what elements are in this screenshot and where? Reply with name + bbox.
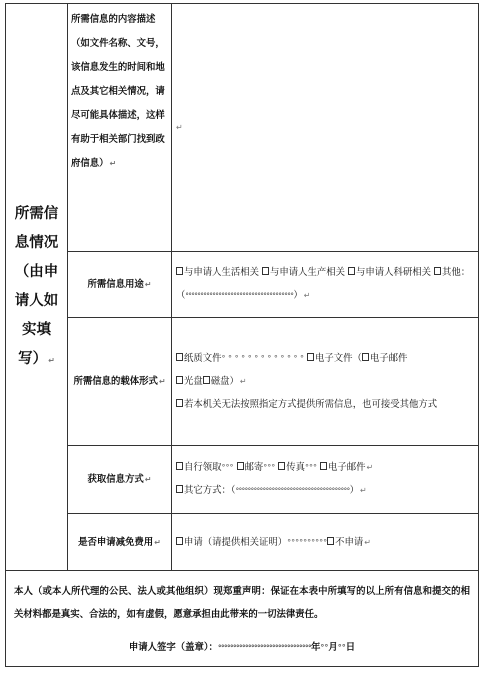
fee-value-cell bbox=[172, 514, 479, 571]
purpose-option-life[interactable]: 与申请人生活相关 bbox=[184, 267, 260, 278]
checkbox[interactable] bbox=[327, 537, 334, 545]
month-fill[interactable]: °° bbox=[320, 643, 329, 652]
checkbox[interactable] bbox=[362, 353, 369, 361]
paragraph-mark: ↵ bbox=[154, 537, 161, 547]
delivery-other-close: ） bbox=[349, 485, 359, 496]
paragraph-mark: ↵ bbox=[303, 291, 311, 300]
checkbox[interactable] bbox=[237, 462, 244, 470]
delivery-other-fill[interactable]: °°°°°°°°°°°°°°°°°°°°°°°°°°°°°°°°°°°°°° bbox=[235, 487, 350, 495]
purpose-option-other[interactable]: 其他：（ bbox=[176, 267, 471, 301]
checkbox[interactable] bbox=[176, 537, 183, 545]
declaration-cell bbox=[6, 571, 479, 667]
purpose-value-cell bbox=[172, 252, 479, 318]
delivery-row bbox=[6, 446, 479, 514]
purpose-option-production[interactable]: 与申请人生产相关 bbox=[270, 267, 346, 278]
checkbox[interactable] bbox=[176, 376, 183, 384]
fee-option-no-apply[interactable]: 不申请 bbox=[335, 536, 364, 548]
carrier-option-paper[interactable]: 纸质文件 bbox=[184, 353, 222, 364]
day-fill[interactable]: °° bbox=[337, 643, 346, 652]
checkbox[interactable] bbox=[434, 267, 441, 275]
checkbox[interactable] bbox=[176, 462, 183, 470]
signature-label: 申请人签字（盖章）： bbox=[128, 642, 218, 653]
paragraph-mark: ↵ bbox=[176, 123, 183, 132]
month-label: 月 bbox=[328, 642, 338, 653]
delivery-label: 获取信息方式 bbox=[87, 474, 144, 485]
delivery-value-cell bbox=[172, 446, 479, 514]
checkbox[interactable] bbox=[203, 376, 210, 384]
delivery-option-mail[interactable]: 邮寄 bbox=[244, 462, 264, 473]
fee-option-apply[interactable]: 申请（请提供相关证明） bbox=[184, 536, 288, 548]
paragraph-mark: ↵ bbox=[359, 486, 367, 495]
description-row bbox=[6, 4, 479, 252]
purpose-option-research[interactable]: 与申请人科研相关 bbox=[356, 267, 432, 278]
paragraph-mark: ↵ bbox=[144, 280, 152, 289]
carrier-row bbox=[6, 318, 479, 446]
carrier-option-email[interactable]: 电子邮件 bbox=[369, 353, 408, 364]
paragraph-mark: ↵ bbox=[144, 475, 152, 484]
delivery-fill: °°° bbox=[263, 463, 276, 472]
delivery-label-cell bbox=[68, 446, 172, 514]
description-label-cell bbox=[68, 4, 172, 252]
purpose-label: 所需信息用途 bbox=[87, 279, 144, 290]
paragraph-mark: ↵ bbox=[109, 159, 117, 168]
purpose-row bbox=[6, 252, 479, 318]
purpose-other-fill[interactable]: °°°°°°°°°°°°°°°°°°°°°°°°°°°°°°°°°°°° bbox=[185, 292, 294, 300]
signature-line bbox=[14, 639, 470, 657]
section-label-cell bbox=[6, 4, 68, 571]
checkbox[interactable] bbox=[348, 267, 355, 275]
checkbox[interactable] bbox=[278, 462, 285, 470]
carrier-value-cell bbox=[172, 318, 479, 446]
delivery-option-pickup[interactable]: 自行领取 bbox=[184, 462, 222, 473]
checkbox[interactable] bbox=[320, 462, 327, 470]
description-label: 所需信息的内容描述（如文件名称、文号，该信息发生的时间和地点及其它相关情况，请尽可能具体描述，这样有助于相关部门找到政府信息） bbox=[71, 14, 165, 169]
carrier-label: 所需信息的载体形式 bbox=[73, 376, 158, 387]
delivery-fill: °°° bbox=[221, 463, 234, 472]
fee-row bbox=[6, 514, 479, 571]
section-label: 所需信息情况（由申请人如实填写） bbox=[14, 205, 59, 367]
fee-label: 是否申请减免费用 bbox=[78, 536, 154, 548]
day-label: 日 bbox=[345, 642, 356, 653]
purpose-other-close: ） bbox=[293, 290, 303, 301]
paragraph-mark: ↵ bbox=[48, 355, 55, 365]
carrier-label-cell bbox=[68, 318, 172, 446]
checkbox[interactable] bbox=[262, 267, 269, 275]
checkbox[interactable] bbox=[176, 267, 183, 275]
fee-fill: °°°°°°°°°° bbox=[287, 537, 328, 547]
checkbox[interactable] bbox=[307, 353, 314, 361]
paragraph-mark: ↵ bbox=[158, 377, 166, 386]
signature-fill[interactable]: °°°°°°°°°°°°°°°°°°°°°°°°°°°°°°° bbox=[217, 644, 311, 652]
paragraph-mark: ↵ bbox=[239, 377, 247, 386]
fee-label-cell bbox=[68, 514, 172, 571]
delivery-fill: °°° bbox=[305, 463, 318, 472]
delivery-option-email[interactable]: 电子邮件 bbox=[328, 462, 366, 473]
purpose-label-cell bbox=[68, 252, 172, 318]
carrier-option-disk[interactable]: 磁盘） bbox=[210, 376, 239, 387]
delivery-option-other[interactable]: 其它方式：（ bbox=[184, 485, 236, 496]
checkbox[interactable] bbox=[176, 485, 183, 493]
carrier-option-electronic[interactable]: 电子文件（ bbox=[315, 353, 362, 364]
carrier-option-alternative[interactable]: 若本机关无法按照指定方式提供所需信息，也可接受其他方式 bbox=[184, 399, 438, 410]
checkbox[interactable] bbox=[176, 353, 183, 361]
checkbox[interactable] bbox=[176, 399, 183, 407]
declaration-text: 本人（或本人所代理的公民、法人或其他组织）现郑重声明：保证在本表中所填写的以上所有信息和提交的相关材料都是真实、合法的，如有虚假，愿意承担由此带来的一切法律责任。 bbox=[14, 586, 470, 620]
delivery-option-fax[interactable]: 传真 bbox=[286, 462, 306, 473]
paragraph-mark: ↵ bbox=[364, 537, 371, 547]
carrier-dots: ° ° ° ° ° ° ° ° ° ° ° ° ° bbox=[221, 354, 305, 363]
paragraph-mark: ↵ bbox=[366, 463, 374, 472]
description-value-cell[interactable] bbox=[172, 4, 479, 252]
carrier-option-disc[interactable]: 光盘 bbox=[184, 376, 203, 387]
year-label: 年 bbox=[310, 642, 321, 653]
info-request-form bbox=[5, 3, 479, 667]
declaration-row bbox=[6, 571, 479, 667]
